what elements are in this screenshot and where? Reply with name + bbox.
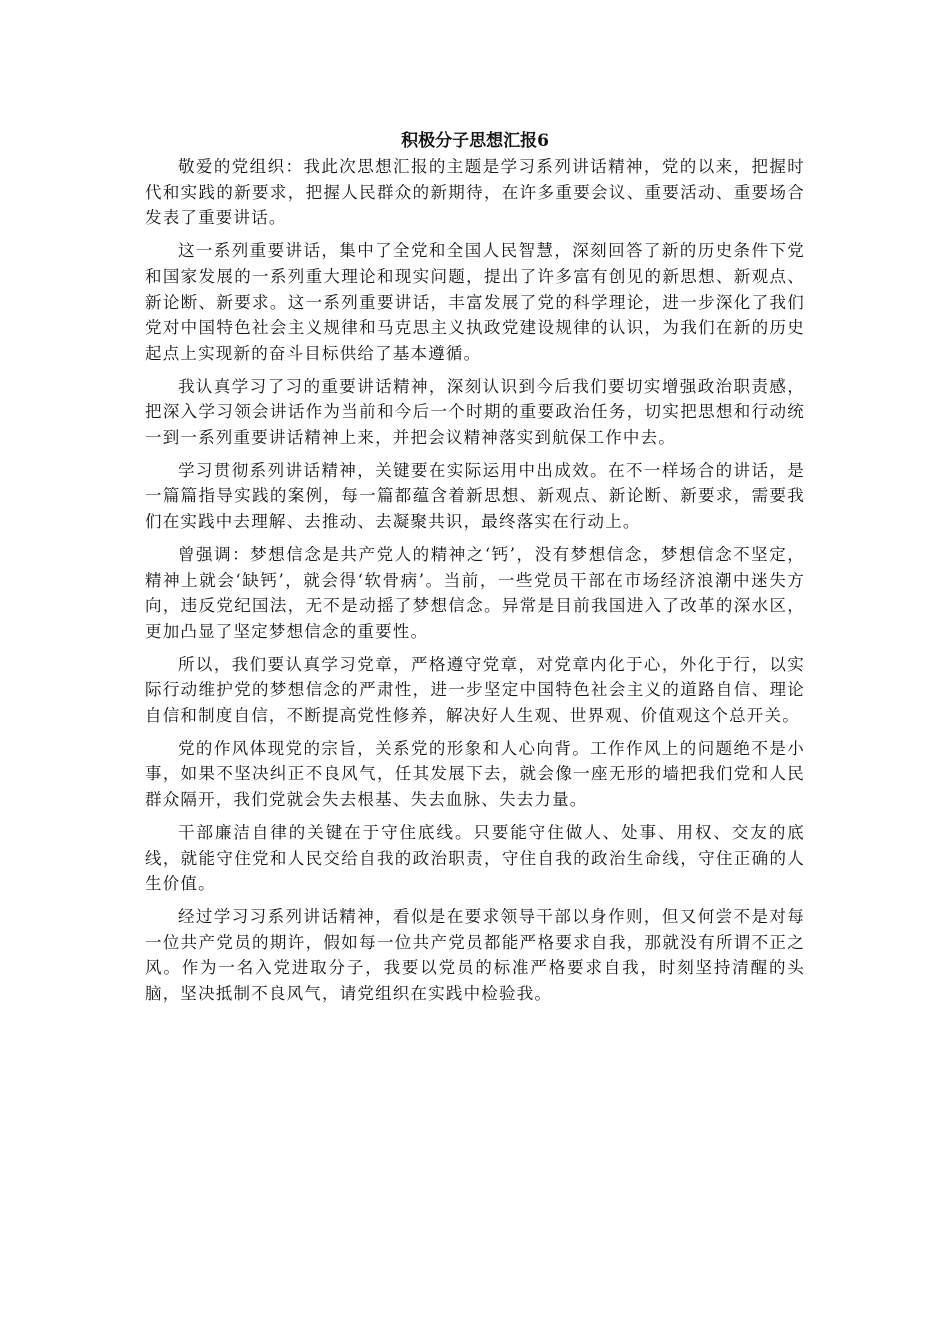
paragraph-1: 敬爱的党组织：我此次思想汇报的主题是学习系列讲话精神，党的以来，把握时代和实践的新要求，把握人民群众的新期待，在许多重要会议、重要活动、重要场合发表了重要讲话。: [145, 157, 805, 228]
paragraph-5: 曾强调：梦想信念是共产党人的精神之‘钙’，没有梦想信念，梦想信念不坚定，精神上就会‘缺钙’，就会得‘软骨病’。当前，一些党员干部在市场经济浪潮中迷失方向，违反党纪国法，无不是动摇了梦想信念。异常是目前我国进入了改革的深水区，更加凸显了坚定梦想信念的重要性。: [145, 544, 805, 641]
document-title: 积极分子思想汇报6: [401, 131, 549, 151]
paragraph-2: 这一系列重要讲话，集中了全党和全国人民智慧，深刻回答了新的历史条件下党和国家发展的一系列重大理论和现实问题，提出了许多富有创见的新思想、新观点、新论断、新要求。这一系列重要讲话，丰富发展了党的科学理论，进一步深化了我们党对中国特色社会主义规律和马克思主义执政党建设规律的认识，为我们在新的历史起点上实现新的奋斗目标供给了基本遵循。: [145, 241, 805, 363]
paragraph-6: 所以，我们要认真学习党章，严格遵守党章，对党章内化于心，外化于行，以实际行动维护党的梦想信念的严肃性，进一步坚定中国特色社会主义的道路自信、理论自信和制度自信，不断提高党性修养，解决好人生观、世界观、价值观这个总开关。: [145, 654, 805, 726]
paragraph-8: 干部廉洁自律的关键在于守住底线。只要能守住做人、处事、用权、交友的底线，就能守住党和人民交给自我的政治职责，守住自我的政治生命线，守住正确的人生价值。: [145, 822, 805, 894]
document-body: [145, 154, 805, 1014]
paragraph-7: 党的作风体现党的宗旨，关系党的形象和人心向背。工作作风上的问题绝不是小事，如果不坚决纠正不良风气，任其发展下去，就会像一座无形的墙把我们党和人民群众隔开，我们党就会失去根基、失去血脉、失去力量。: [145, 738, 805, 810]
paragraph-4: 学习贯彻系列讲话精神，关键要在实际运用中出成效。在不一样场合的讲话，是一篇篇指导实践的案例，每一篇都蕴含着新思想、新观点、新论断、新要求，需要我们在实践中去理解、去推动、去凝聚共识，最终落实在行动上。: [145, 460, 805, 532]
paragraph-9: 经过学习习系列讲话精神，看似是在要求领导干部以身作则，但又何尝不是对每一位共产党员的期许，假如每一位共产党员都能严格要求自我，那就没有所谓不正之风。作为一名入党进取分子，我要以党员的标准严格要求自我，时刻坚持清醒的头脑，坚决抵制不良风气，请党组织在实践中检验我。: [145, 906, 805, 1004]
paragraph-3: 我认真学习了习的重要讲话精神，深刻认识到今后我们要切实增强政治职责感，把深入学习领会讲话作为当前和今后一个时期的重要政治任务，切实把思想和行动统一到一系列重要讲话精神上来，并把会议精神落实到航保工作中去。: [145, 376, 805, 448]
